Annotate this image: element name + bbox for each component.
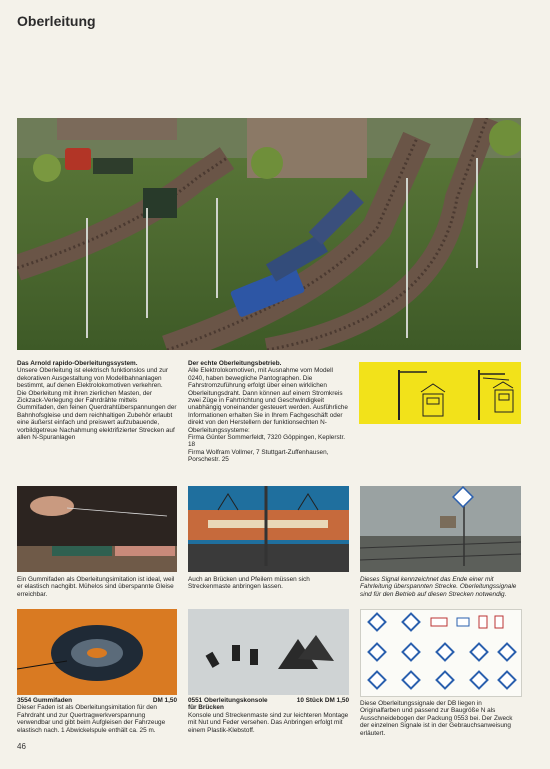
product-name: Oberleitungskonsole	[204, 697, 268, 704]
overhead-signals-sheet	[361, 610, 521, 696]
signals-set-caption: Diese Oberleitungssignale der DB liegen in Originalfarben und passend zur Baugröße N als Ausschneidebogen der Packung 0553 bei. Der Zweck der einzelnen Signale ist in der Gebrauchsanweisung erläutert.	[360, 700, 513, 737]
real-catenary-heading: Der echte Oberleitungsbetrieb.	[188, 360, 282, 367]
rapido-paragraph-2: Die Oberleitung mit ihren zierlichen Masten, der Zickzack-Verlegung der Fahrdrähte mittels Gummifaden, den feinen Querdrahtüberspannungen der Bahnhofsgleise und dem reichhaltigen Zubehör erlaubt eine äußerst einfach und preiswert aufzubauende, vorbildgetreue Nachahmung elektrifizierter Strecken auf allen N-Spuranlagen	[17, 389, 177, 442]
signal-set-panel	[360, 609, 522, 697]
product-3554	[17, 697, 177, 734]
product-description: Dieser Faden ist als Oberleitungsimitation für den Fahrdraht und zur Quertragwerkverspannung verwendbar und gibt beim Aufgleisen der Fahrzeuge elastisch nach. 1 Abwickelspule enthält ca. 25 m.	[17, 704, 166, 734]
product-0551	[188, 697, 349, 734]
rapido-paragraph-1: Unsere Oberleitung ist elektrisch funktionslos und zur dekorativen Ausgestaltung von Modellbahnanlagen bestimmt, auf denen Elektrolokomotiven verkehren.	[17, 367, 168, 390]
product-number: 0551	[188, 697, 203, 704]
page-number: 46	[17, 742, 26, 751]
gummifaden-spool-photo	[17, 609, 177, 695]
main-layout-photo	[17, 118, 521, 350]
real-catenary-paragraph-1: Alle Elektrolokomotiven, mit Ausnahme vom Modell 0240, haben bewegliche Pantographen. Die Fahrstromzuführung erfolgt über einen wirklichen Oberleitungsdraht. Dann können auf einem Stromkreis zwei Züge in Fahrtrichtung und Geschwindigkeit unabhängig voneinander gesteuert werden. Ausführliche Informationen erhalten Sie in Ihrem Fachgeschäft oder direkt von den Herstellern der funktionsechten N-Oberleitungssysteme:	[188, 367, 348, 434]
manufacturer-2: Firma Wolfram Vollmer, 7 Stuttgart-Zuffenhausen, Porschestr. 25	[188, 448, 329, 464]
product-qty-price: 10 Stück DM 1,50	[296, 697, 349, 704]
konsole-parts-photo	[188, 609, 349, 695]
gummifaden-hand-photo	[17, 486, 177, 572]
catenary-mast-icon	[359, 362, 521, 424]
rapido-heading: Das Arnold rapido-Oberleitungssystem.	[17, 360, 138, 367]
real-catenary-text	[188, 360, 348, 464]
product-number: 3554	[17, 697, 32, 704]
product-price: DM 1,50	[152, 697, 177, 704]
bridge-loco-photo	[188, 486, 349, 572]
page-title: Oberleitung	[17, 13, 96, 29]
signal-yard-photo	[360, 486, 521, 572]
product-description: Konsole und Streckenmaste sind zur leichteren Montage mit Nut und Feder versehen. Das Anbringen erfolgt mit einem Plastik-Klebstoff.	[188, 711, 349, 734]
manufacturer-1: Firma Günter Sommerfeldt, 7320 Göppingen, Keplerstr. 18	[188, 434, 346, 449]
gummifaden-use-caption: Ein Gummifaden als Oberleitungsimitation ist ideal, weil er elastisch nachgibt. Mühelos sind überspannte Gleise erreichbar.	[17, 576, 175, 598]
rapido-system-text	[17, 360, 177, 441]
bridges-caption: Auch an Brücken und Pfeilern müssen sich Streckenmaste anbringen lassen.	[188, 576, 310, 591]
catenary-illustration-panel	[359, 362, 521, 424]
product-name: Gummifaden	[33, 697, 73, 704]
signal-end-caption: Dieses Signal kennzeichnet das Ende einer mit Fahrleitung überspannten Strecke. Oberleitungssignale sind für den Betrieb auf diesen Strecken notwendig.	[360, 576, 517, 598]
e-loco-front-icon	[421, 384, 445, 416]
overhead-signal-icon	[493, 382, 513, 412]
product-name-line-2: für Brücken	[188, 704, 224, 712]
model-railway-scene-image	[17, 118, 521, 350]
